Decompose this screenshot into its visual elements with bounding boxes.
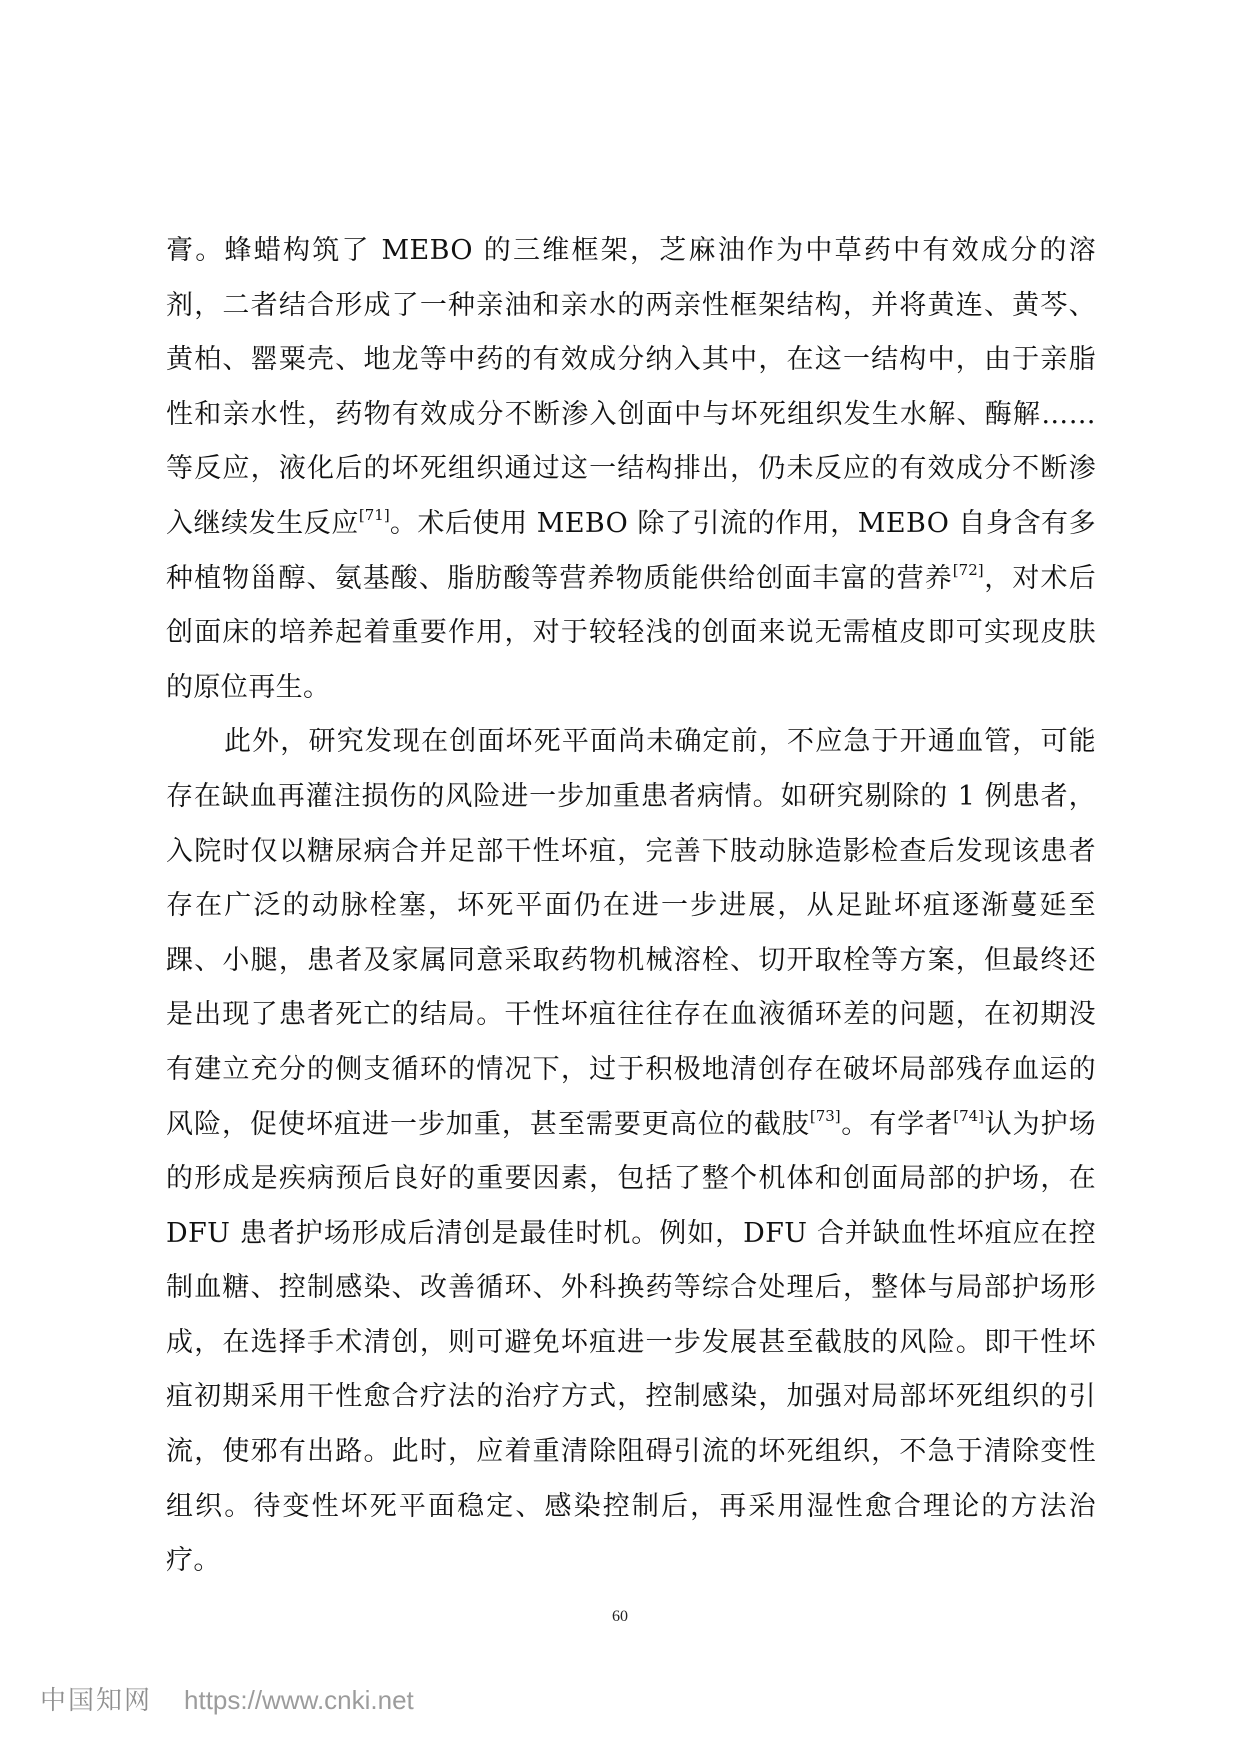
- citation-ref: [71]: [358, 505, 390, 524]
- paragraph: [166, 715, 1096, 1589]
- cnki-logo-text: 中国知网: [40, 1686, 153, 1716]
- citation-ref: [72]: [952, 560, 984, 579]
- paragraph: [166, 224, 1096, 715]
- citation-ref: [73]: [809, 1106, 841, 1125]
- text-segment: 认为护场的形成是疾病预后良好的重要因素，包括了整个机体和创面局部的护场，在 DFU 患者护场形成后清创是最佳时机。例如，DFU 合并缺血性坏疽应在控制血糖、控制感染、改善循环、外科换药等综合处理后，整体与局部护场形成，在选择手术清创，则可避免坏疽进一步发展甚至截肢的风险。即干性坏疽初期采用干性愈合疗法的治疗方式，控制感染，加强对局部坏死组织的引流，使邪有出路。此时，应着重清除阻碍引流的坏死组织，不急于清除变性组织。待变性坏死平面稳定、感染控制后，再采用湿性愈合理论的方法治疗。: [166, 1108, 1097, 1577]
- cnki-watermark: [40, 1680, 414, 1717]
- citation-ref: [74]: [953, 1106, 985, 1125]
- text-segment: 此外，研究发现在创面坏死平面尚未确定前，不应急于开通血管，可能存在缺血再灌注损伤的风险进一步加重患者病情。如研究剔除的 1 例患者，入院时仅以糖尿病合并足部干性坏疽，完善下肢动脉造影检查后发现该患者存在广泛的动脉栓塞，坏死平面仍在进一步进展，从足趾坏疽逐渐蔓延至踝、小腿，患者及家属同意采取药物机械溶栓、切开取栓等方案，但最终还是出现了患者死亡的结局。干性坏疽往往存在血液循环差的问题，在初期没有建立充分的侧支循环的情况下，过于积极地清创存在破坏局部残存血运的风险，促使坏疽进一步加重，甚至需要更高位的截肢: [166, 726, 1096, 1140]
- text-segment: ，对术后创面床的培养起着重要作用，对于较轻浅的创面来说无需植皮即可实现皮肤的原位再生。: [166, 562, 1096, 703]
- text-segment: 。有学者: [840, 1108, 954, 1140]
- cnki-url: https://www.cnki.net: [184, 1685, 414, 1715]
- page-number: 60: [612, 1608, 628, 1625]
- text-segment: 。术后使用 MEBO 除了引流的作用，MEBO 自身含有多种植物甾醇、氨基酸、脂肪酸等营养物质能供给创面丰富的营养: [166, 507, 1096, 594]
- text-segment: 膏。蜂蜡构筑了 MEBO 的三维框架，芝麻油作为中草药中有效成分的溶剂，二者结合形成了一种亲油和亲水的两亲性框架结构，并将黄连、黄芩、黄柏、罂粟壳、地龙等中药的有效成分纳入其中，在这一结构中，由于亲脂性和亲水性，药物有效成分不断渗入创面中与坏死组织发生水解、酶解……等反应，液化后的坏死组织通过这一结构排出，仍未反应的有效成分不断渗入继续发生反应: [166, 235, 1096, 539]
- body-text: [166, 224, 1096, 1589]
